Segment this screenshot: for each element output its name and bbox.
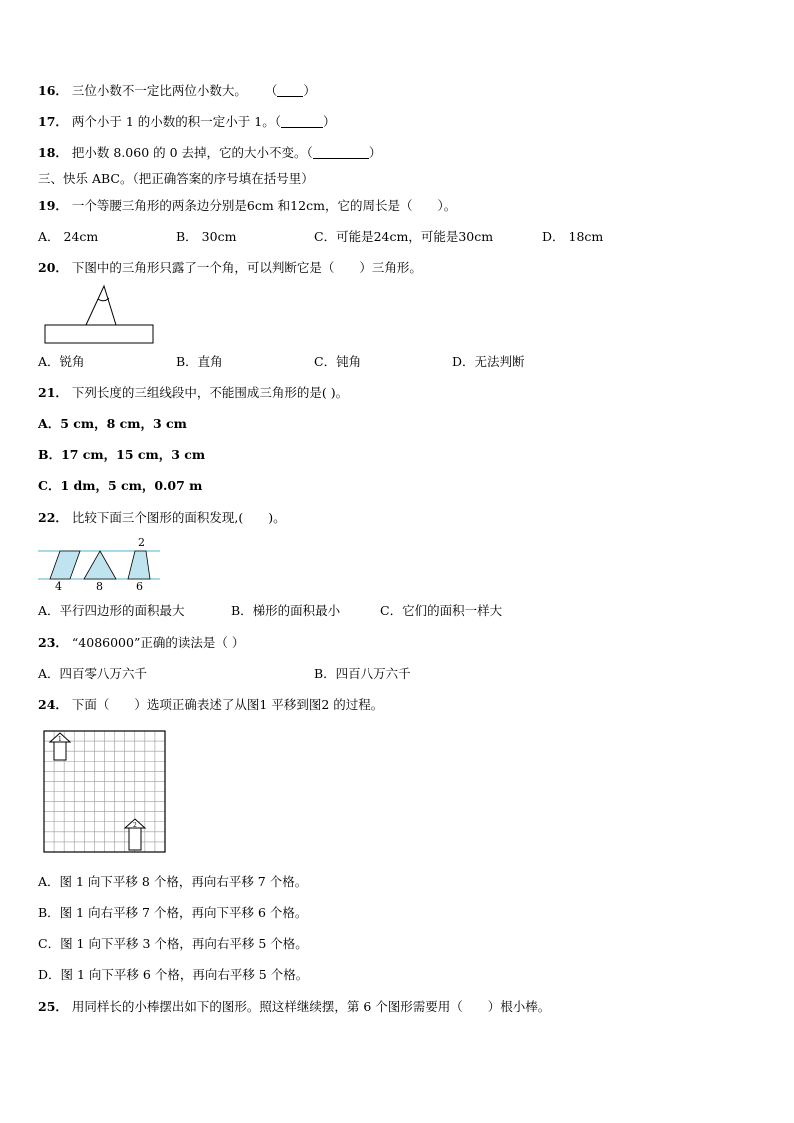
question-17: [38, 114, 336, 130]
paren-open: （: [274, 114, 281, 129]
question-25: [38, 999, 550, 1015]
house-figure-2: [125, 819, 145, 850]
option-c[interactable]: C．它们的面积一样大: [380, 603, 503, 618]
option-a[interactable]: A．平行四边形的面积最大: [38, 603, 185, 618]
option-a[interactable]: A．5 cm，8 cm，3 cm: [38, 416, 187, 431]
option-c[interactable]: C．钝角: [314, 354, 362, 369]
trapezoid-shape: [128, 551, 150, 579]
triangle-shape: [84, 551, 116, 579]
question-19: [38, 198, 456, 214]
question-text: 比较下面三个图形的面积发现,( )。: [71, 510, 286, 525]
question-number: 19．: [38, 198, 68, 213]
question-text: 把小数 8.060 的 0 去掉，它的大小不变。: [71, 145, 307, 160]
option-b[interactable]: B．图 1 向右平移 7 个格，再向下平移 6 个格。: [38, 905, 308, 920]
option-d[interactable]: D．无法判断: [452, 354, 525, 369]
question-24: [38, 697, 383, 713]
label-trapezoid-bottom: 6: [136, 580, 143, 593]
option-d[interactable]: D． 18cm: [542, 229, 604, 244]
paren-open: （: [306, 145, 313, 160]
option-c[interactable]: C．可能是24cm，可能是30cm: [314, 229, 494, 244]
parallelogram-shape: [50, 551, 80, 579]
question-number: 22．: [38, 510, 68, 525]
question-text: “4086000”正确的读法是（ ）: [71, 635, 245, 650]
section-heading: 三、快乐 ABC。（把正确答案的序号填在括号里）: [38, 171, 314, 186]
question-text: 两个小于 1 的小数的积一定小于 1。: [71, 114, 275, 129]
question-21: [38, 385, 348, 401]
paren-close: ）: [303, 83, 316, 98]
option-b[interactable]: B．四百八万六千: [314, 666, 411, 681]
house-label-1: 1: [58, 736, 62, 743]
question-number: 17．: [38, 114, 68, 129]
question-23: [38, 635, 244, 651]
answer-blank[interactable]: [281, 115, 323, 128]
option-b[interactable]: B．直角: [176, 354, 223, 369]
option-a[interactable]: A． 24cm: [38, 229, 99, 244]
question-number: 25．: [38, 999, 68, 1014]
area-comparison-figure: [38, 534, 168, 592]
question-text: 下列长度的三组线段中，不能围成三角形的是( )。: [71, 385, 349, 400]
paren-close: ）: [323, 114, 336, 129]
option-c[interactable]: C．1 dm，5 cm，0.07 m: [38, 478, 203, 493]
question-text: 下图中的三角形只露了一个角，可以判断它是（ ）三角形。: [71, 260, 422, 275]
question-number: 18．: [38, 145, 68, 160]
question-number: 23．: [38, 635, 68, 650]
option-b[interactable]: B．梯形的面积最小: [231, 603, 341, 618]
question-number: 21．: [38, 385, 68, 400]
question-16: [38, 83, 316, 99]
translation-grid-figure: [43, 730, 167, 854]
house-figure-1: [50, 733, 70, 760]
option-a[interactable]: A．图 1 向下平移 8 个格，再向右平移 7 个格。: [38, 874, 308, 889]
option-c[interactable]: C．图 1 向下平移 3 个格，再向右平移 5 个格。: [38, 936, 308, 951]
option-b[interactable]: B．17 cm，15 cm，3 cm: [38, 447, 206, 462]
question-text: 下面（ ）选项正确表述了从图1 平移到图2 的过程。: [71, 697, 384, 712]
question-22: [38, 510, 286, 526]
option-a[interactable]: A．锐角: [38, 354, 85, 369]
question-number: 20．: [38, 260, 68, 275]
question-number: 24．: [38, 697, 68, 712]
option-a[interactable]: A．四百零八万六千: [38, 666, 148, 681]
hidden-triangle-figure: [44, 284, 164, 344]
question-20: [38, 260, 422, 276]
option-d[interactable]: D．图 1 向下平移 6 个格，再向右平移 5 个格。: [38, 967, 309, 982]
house-label-2: 2: [133, 822, 137, 829]
paren-open: （: [264, 83, 278, 98]
question-text: 用同样长的小棒摆出如下的图形。照这样继续摆，第 6 个图形需要用（ ）根小棒。: [71, 999, 551, 1014]
question-text: 三位小数不一定比两位小数大。: [71, 83, 247, 98]
label-parallelogram-base: 4: [55, 580, 62, 593]
question-18: [38, 145, 381, 161]
answer-blank[interactable]: [313, 146, 369, 159]
question-text: 一个等腰三角形的两条边分别是6cm 和12cm，它的周长是（ ）。: [71, 198, 457, 213]
label-trapezoid-top: 2: [138, 536, 145, 549]
option-b[interactable]: B． 30cm: [176, 229, 237, 244]
label-triangle-base: 8: [96, 580, 103, 593]
paren-close: ）: [368, 145, 382, 160]
answer-blank[interactable]: [277, 84, 303, 97]
question-number: 16．: [38, 83, 68, 98]
